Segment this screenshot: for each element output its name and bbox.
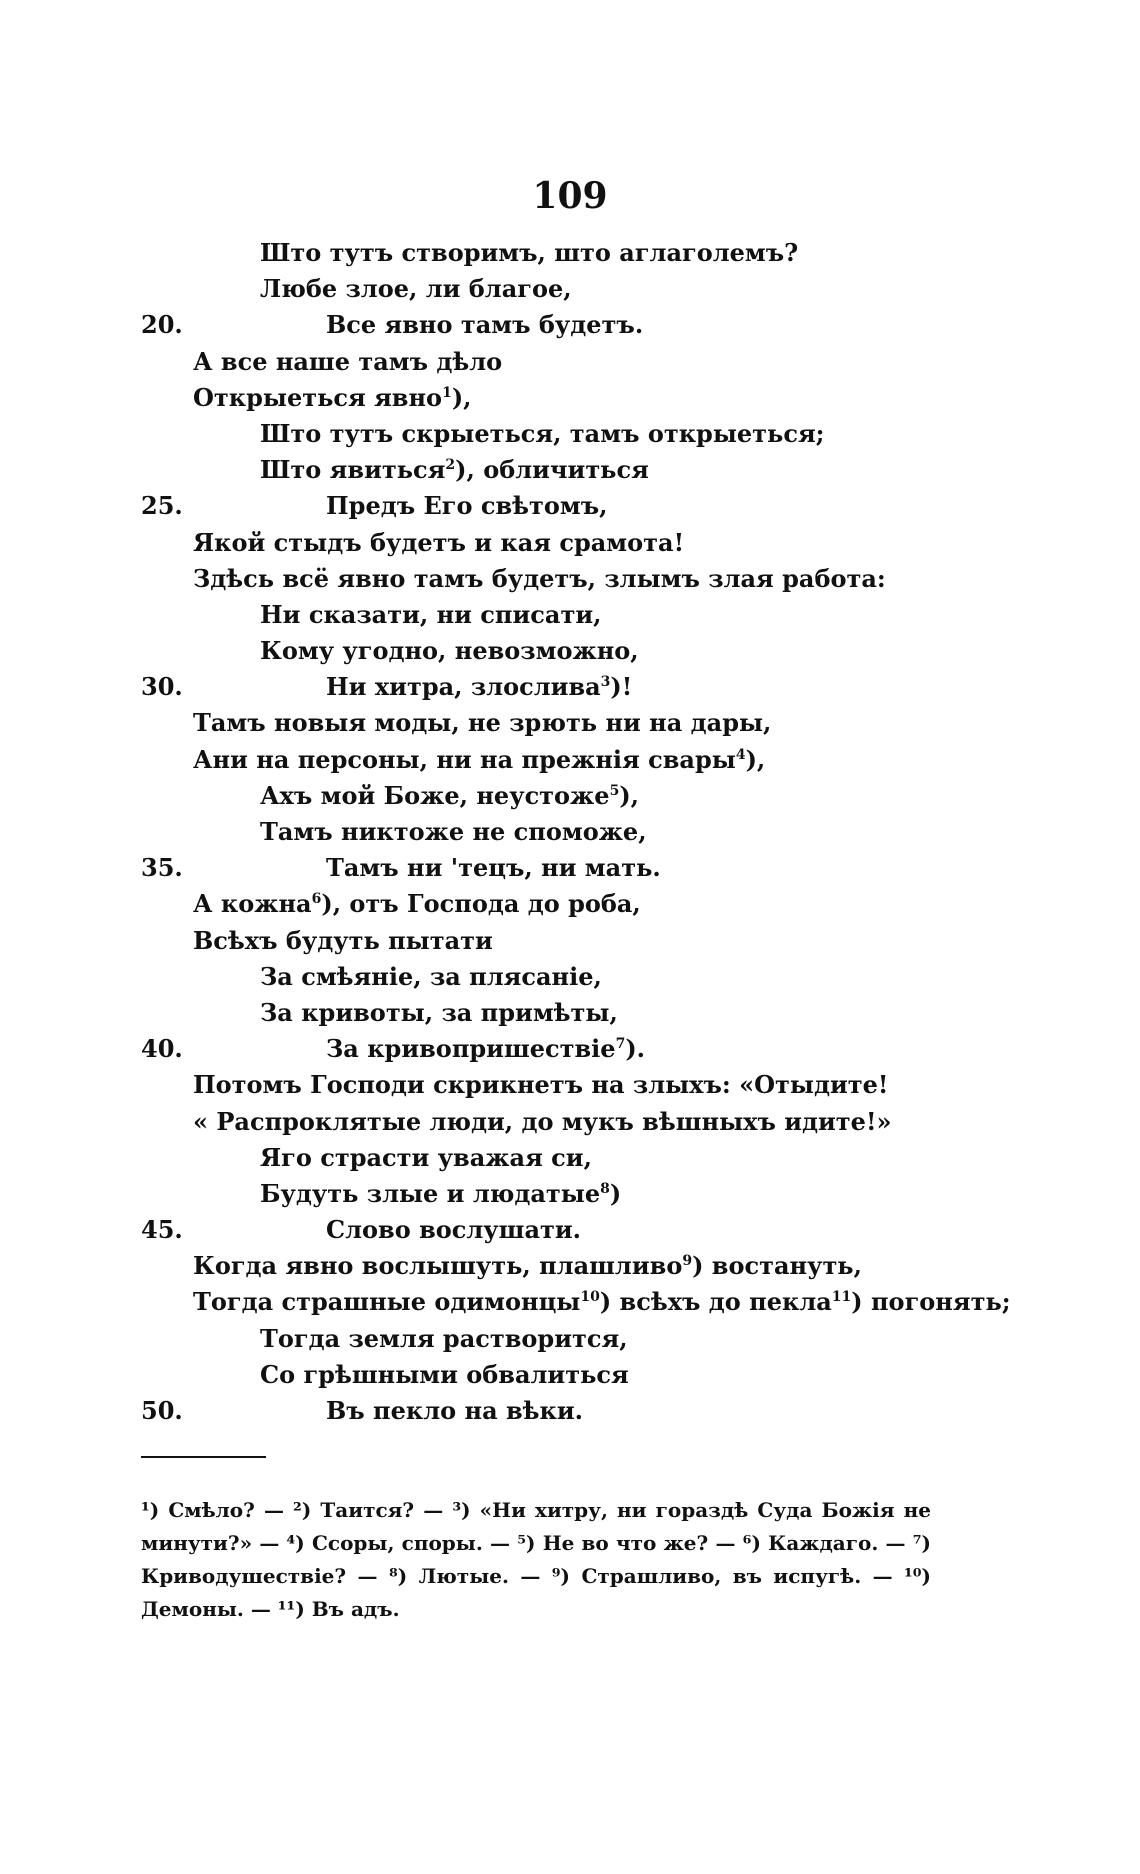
line-main-text: Со грѣшными обвалиться [260, 1359, 629, 1389]
poem-line [0, 1176, 1140, 1212]
footnote-marker: 3 [600, 674, 611, 691]
line-text [193, 561, 886, 597]
line-main-text: Тамъ ни 'тецъ, ни мать. [326, 853, 661, 883]
poem-line [0, 886, 1140, 922]
line-tail-text: ), [745, 744, 766, 774]
footnote-marker: 7 [615, 1036, 626, 1053]
line-text [260, 1176, 621, 1212]
poem-line [0, 452, 1140, 488]
footnotes: ¹) Смѣло? — ²) Таится? — ³) «Ни хитру, ни гораздѣ Суда Божія не минути?» — ⁴) Ссоры, споры. — ⁵) Не во что же? — ⁶) Каждаго. — ⁷) Криводушествіе? — ⁸) Лютые. — ⁹) Страшливо, въ испугѣ. — ¹⁰) Демоны. — ¹¹) Въ адъ. [141, 1498, 931, 1621]
line-main-text: За смѣяніе, за плясаніе, [260, 961, 602, 991]
poem-line [0, 271, 1140, 307]
footnote-marker: 2 [445, 457, 456, 474]
line-text [260, 452, 649, 488]
line-main-text: А все наше тамъ дѣло [193, 346, 503, 376]
poem-line [0, 959, 1140, 995]
line-text [326, 307, 643, 343]
line-text [193, 923, 493, 959]
line-tail-text: ) погонять; [851, 1287, 1011, 1317]
line-tail-text: ), обличиться [455, 455, 649, 485]
line-main-text: Кому угодно, невозможно, [260, 636, 639, 666]
poem-line [0, 1212, 1140, 1248]
line-text [260, 416, 825, 452]
poem-line [0, 235, 1140, 271]
page-number: 109 [532, 175, 608, 217]
line-tail-text: ). [625, 1034, 646, 1064]
line-text [326, 1212, 581, 1248]
line-tail-text: ), [619, 780, 640, 810]
line-text [193, 344, 502, 380]
line-main-text: Яго страсти уважая си, [260, 1142, 592, 1172]
line-number: 25. [141, 491, 183, 521]
line-main-text: Якой стыдъ будетъ и кая срамота! [193, 527, 685, 557]
poem-line [0, 669, 1140, 705]
line-text [326, 1031, 645, 1067]
line-main-text: Въ пекло на вѣки. [326, 1396, 584, 1425]
line-tail-text: ), отъ Господа до роба, [321, 889, 641, 919]
poem-line [0, 1140, 1140, 1176]
line-tail-text: )! [610, 672, 633, 702]
line-main-text: Ни хитра, злослива [326, 672, 601, 702]
poem-line [0, 1067, 1140, 1103]
line-text [193, 525, 684, 561]
line-text [326, 850, 661, 886]
poem-line [0, 597, 1140, 633]
line-main-text: Любе злое, ли благое, [260, 274, 572, 304]
poem-line [0, 633, 1140, 669]
line-number: 30. [141, 672, 183, 702]
line-number: 45. [141, 1215, 183, 1245]
poem-line [0, 380, 1140, 416]
poem-text [0, 235, 1140, 1429]
poem-line [0, 742, 1140, 778]
line-text [193, 1067, 888, 1103]
line-main-text: За кривопришествіе [326, 1034, 616, 1064]
line-text [193, 742, 765, 778]
line-text [260, 271, 572, 307]
footnote-marker: 5 [609, 782, 620, 799]
line-tail-text: ) востануть, [692, 1251, 862, 1281]
poem-line [0, 705, 1140, 741]
poem-line [0, 525, 1140, 561]
line-text [326, 669, 632, 705]
line-main-text: Тогда земля растворится, [260, 1323, 628, 1353]
line-text [193, 1104, 891, 1140]
poem-line [0, 561, 1140, 597]
poem-line [0, 1357, 1140, 1393]
line-text [260, 778, 639, 814]
line-text [260, 1357, 629, 1393]
footnote-marker: 8 [600, 1180, 610, 1197]
poem-line [0, 1393, 1140, 1429]
line-main-text: Ахъ мой Боже, неустоже [260, 780, 610, 810]
line-text [260, 1321, 628, 1357]
line-text [193, 1284, 1011, 1320]
poem-line [0, 1248, 1140, 1284]
poem-line [0, 1104, 1140, 1140]
line-main-text: « Распроклятые люди, до мукъ вѣшныхъ идите!» [193, 1106, 892, 1136]
line-main-text: Што тутъ скрыеться, тамъ открыеться; [260, 418, 825, 448]
line-main-text: Здѣсь всё явно тамъ будетъ, злымъ злая работа: [193, 563, 886, 593]
line-main-text: Тамъ новыя моды, не зрють ни на дары, [193, 708, 772, 738]
line-text [260, 995, 618, 1031]
footnote-divider [141, 1456, 266, 1458]
poem-line [0, 995, 1140, 1031]
poem-line [0, 1284, 1140, 1320]
line-text [193, 886, 641, 922]
footnote-marker: 11 [831, 1289, 852, 1306]
poem-line [0, 814, 1140, 850]
line-text [193, 705, 771, 741]
poem-line [0, 923, 1140, 959]
line-number: 35. [141, 853, 183, 883]
poem-line [0, 488, 1140, 524]
line-text [260, 633, 639, 669]
line-main-text: Слово вослушати. [326, 1215, 582, 1245]
line-tail-text: ), [451, 382, 472, 412]
line-main-text: Тогда страшные одимонцы [193, 1287, 581, 1317]
line-main-text: Што явиться [260, 455, 446, 485]
poem-line [0, 1321, 1140, 1357]
poem-line [0, 307, 1140, 343]
line-main-text: Когда явно вослышуть, плашливо [193, 1251, 683, 1281]
line-main-text: Ни сказати, ни списати, [260, 599, 602, 629]
line-text [260, 235, 798, 271]
poem-line [0, 1031, 1140, 1067]
line-text [193, 1248, 862, 1284]
line-main-text: Предъ Его свѣтомъ, [326, 491, 608, 521]
line-text [260, 597, 601, 633]
line-number: 20. [141, 310, 183, 340]
line-main-text: Што тутъ створимъ, што аглаголемъ? [260, 238, 799, 267]
poem-line [0, 778, 1140, 814]
line-main-text: Ани на персоны, ни на прежнія свары [193, 744, 736, 774]
footnote-marker: 6 [311, 891, 322, 908]
line-text [260, 959, 602, 995]
line-main-text: А кожна [193, 889, 312, 919]
line-main-text: Тамъ никтоже не споможе, [260, 817, 647, 846]
line-text [326, 1393, 583, 1429]
line-main-text: За кривоты, за примѣты, [260, 997, 618, 1027]
line-tail-text: ) [609, 1178, 622, 1208]
line-main-text: Все явно тамъ будетъ. [326, 310, 644, 340]
line-text [260, 814, 647, 850]
line-text [326, 488, 608, 524]
line-text [193, 380, 472, 416]
poem-line [0, 850, 1140, 886]
line-number: 40. [141, 1034, 183, 1064]
line-main-text: Открыеться явно [193, 382, 443, 412]
poem-line [0, 344, 1140, 380]
line-main-text: Потомъ Господи скрикнетъ на злыхъ: «Отыдите! [193, 1070, 889, 1100]
footnote-marker: 9 [682, 1253, 693, 1270]
line-number: 50. [141, 1396, 183, 1425]
line-main-text: Будуть злые и людатые [260, 1178, 601, 1208]
footnote-marker: 4 [735, 746, 746, 763]
poem-line [0, 416, 1140, 452]
line-tail-text: ) всѣхъ до пекла [599, 1287, 832, 1317]
line-text [260, 1140, 592, 1176]
footnote-marker: 10 [580, 1289, 600, 1306]
footnote-marker: 1 [442, 384, 452, 401]
line-main-text: Всѣхъ будуть пытати [193, 925, 493, 955]
